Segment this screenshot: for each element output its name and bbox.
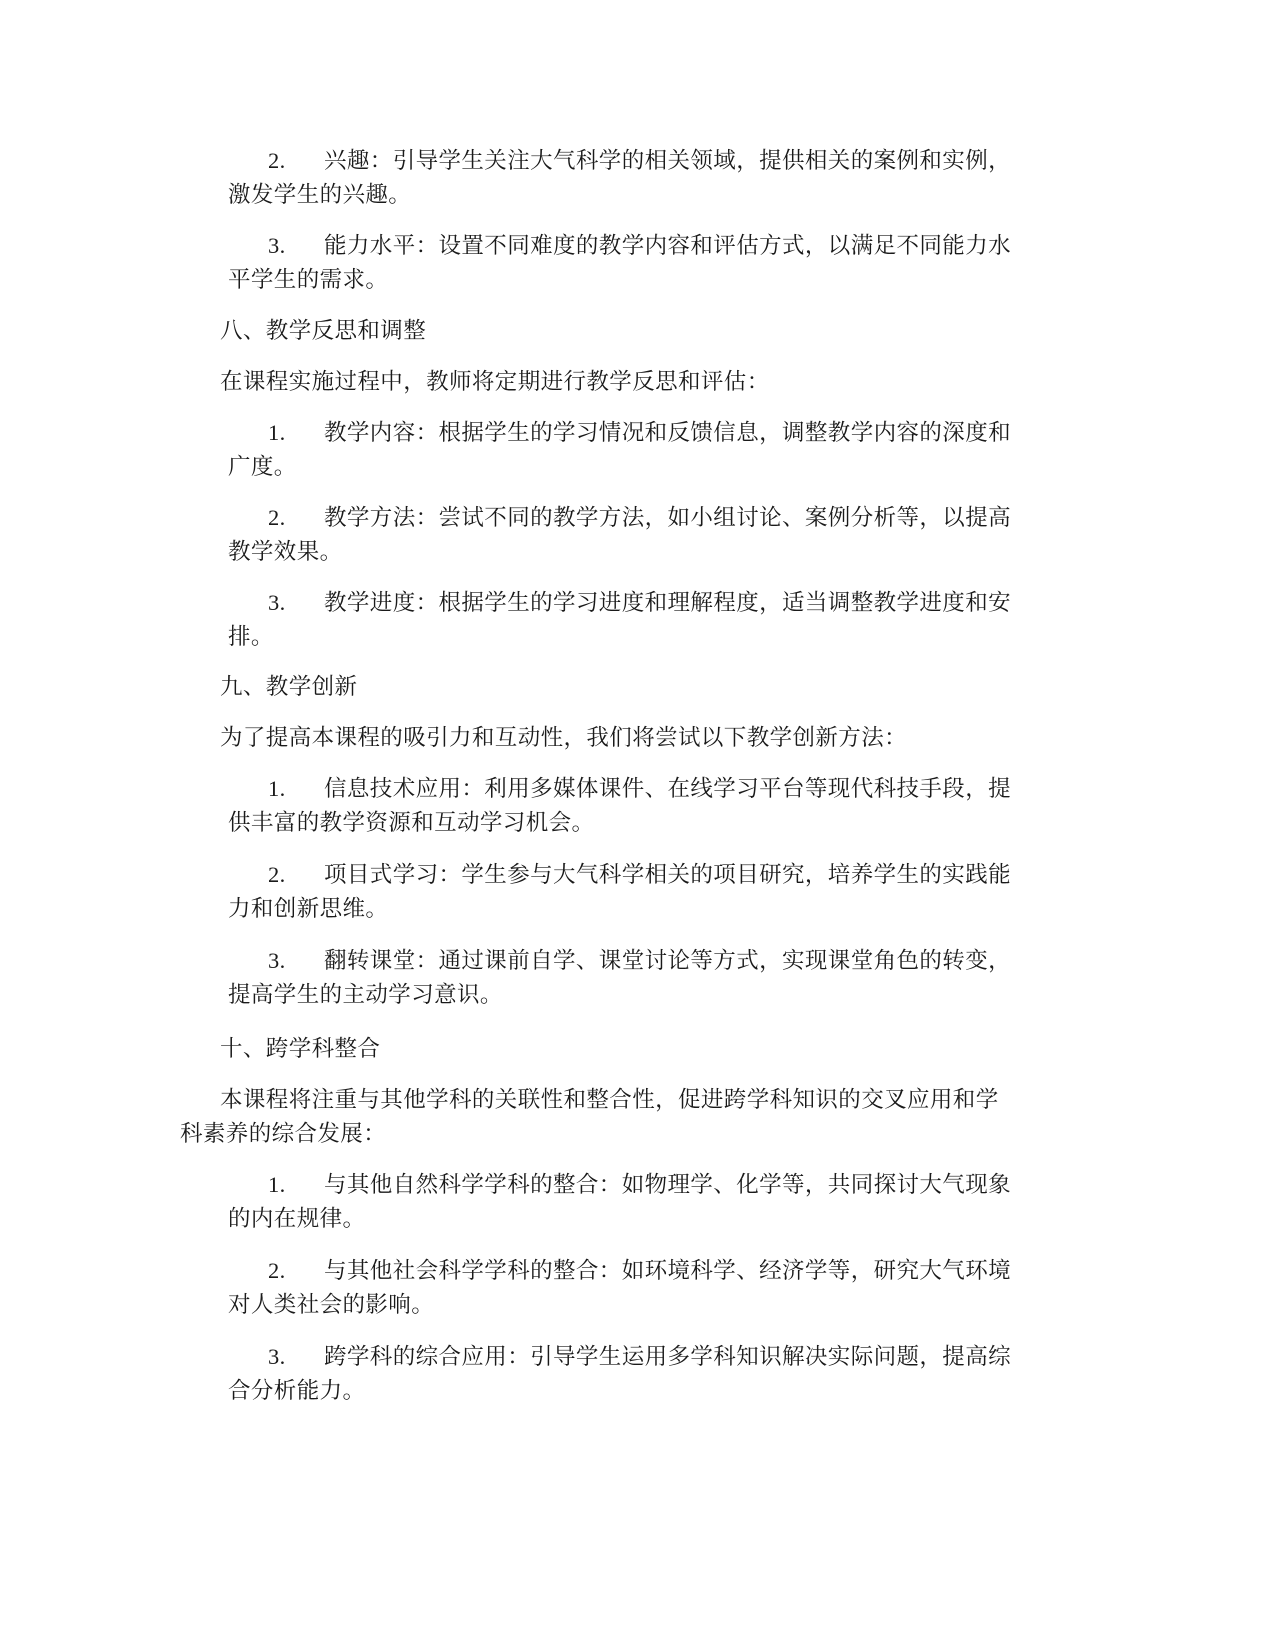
- list-text-continued: 平学生的需求。: [228, 267, 389, 293]
- list-number: 3.: [268, 590, 286, 615]
- list-number: 2.: [268, 148, 286, 173]
- list-number: 2.: [268, 862, 286, 887]
- list-text: 教学内容：根据学生的学习情况和反馈信息，调整教学内容的深度和: [324, 420, 1012, 446]
- list-text-continued: 的内在规律。: [228, 1206, 366, 1232]
- list-text: 教学进度：根据学生的学习进度和理解程度，适当调整教学进度和安: [324, 590, 1012, 616]
- section-heading: 十、跨学科整合: [220, 1036, 381, 1062]
- list-number: 1.: [268, 776, 286, 801]
- list-text-continued: 对人类社会的影响。: [228, 1292, 435, 1318]
- intro-text-continued: 科素养的综合发展：: [180, 1121, 387, 1147]
- list-text: 翻转课堂：通过课前自学、课堂讨论等方式，实现课堂角色的转变，: [324, 948, 1012, 974]
- list-number: 2.: [268, 1258, 286, 1283]
- list-text: 跨学科的综合应用：引导学生运用多学科知识解决实际问题，提高综: [324, 1344, 1012, 1370]
- list-text: 与其他社会科学学科的整合：如环境科学、经济学等，研究大气环境: [324, 1258, 1012, 1284]
- section-heading: 八、教学反思和调整: [220, 318, 427, 344]
- list-text: 项目式学习：学生参与大气科学相关的项目研究，培养学生的实践能: [324, 862, 1012, 888]
- list-text: 能力水平：设置不同难度的教学内容和评估方式，以满足不同能力水: [324, 233, 1012, 259]
- list-number: 2.: [268, 505, 286, 530]
- section-intro: 在课程实施过程中，教师将定期进行教学反思和评估：: [220, 369, 770, 395]
- list-text-continued: 提高学生的主动学习意识。: [228, 982, 503, 1008]
- list-text-continued: 激发学生的兴趣。: [228, 182, 412, 208]
- list-number: 1.: [268, 420, 286, 445]
- list-number: 3.: [268, 233, 286, 258]
- list-text: 与其他自然科学学科的整合：如物理学、化学等，共同探讨大气现象: [324, 1172, 1012, 1198]
- list-number: 3.: [268, 1344, 286, 1369]
- list-text: 信息技术应用：利用多媒体课件、在线学习平台等现代科技手段，提: [324, 776, 1012, 802]
- section-heading: 九、教学创新: [220, 674, 358, 700]
- list-text: 教学方法：尝试不同的教学方法，如小组讨论、案例分析等，以提高: [324, 505, 1012, 531]
- list-text-continued: 供丰富的教学资源和互动学习机会。: [228, 810, 595, 836]
- list-text-continued: 教学效果。: [228, 539, 343, 565]
- list-number: 1.: [268, 1172, 286, 1197]
- list-text-continued: 广度。: [228, 454, 297, 480]
- list-text-continued: 排。: [228, 624, 274, 650]
- list-text-continued: 合分析能力。: [228, 1378, 366, 1404]
- list-number: 3.: [268, 948, 286, 973]
- section-intro: 为了提高本课程的吸引力和互动性，我们将尝试以下教学创新方法：: [220, 725, 908, 751]
- list-text-continued: 力和创新思维。: [228, 896, 389, 922]
- list-text: 兴趣：引导学生关注大气科学的相关领域，提供相关的案例和实例，: [324, 148, 1012, 174]
- intro-text: 本课程将注重与其他学科的关联性和整合性，促进跨学科知识的交叉应用和学: [220, 1087, 999, 1113]
